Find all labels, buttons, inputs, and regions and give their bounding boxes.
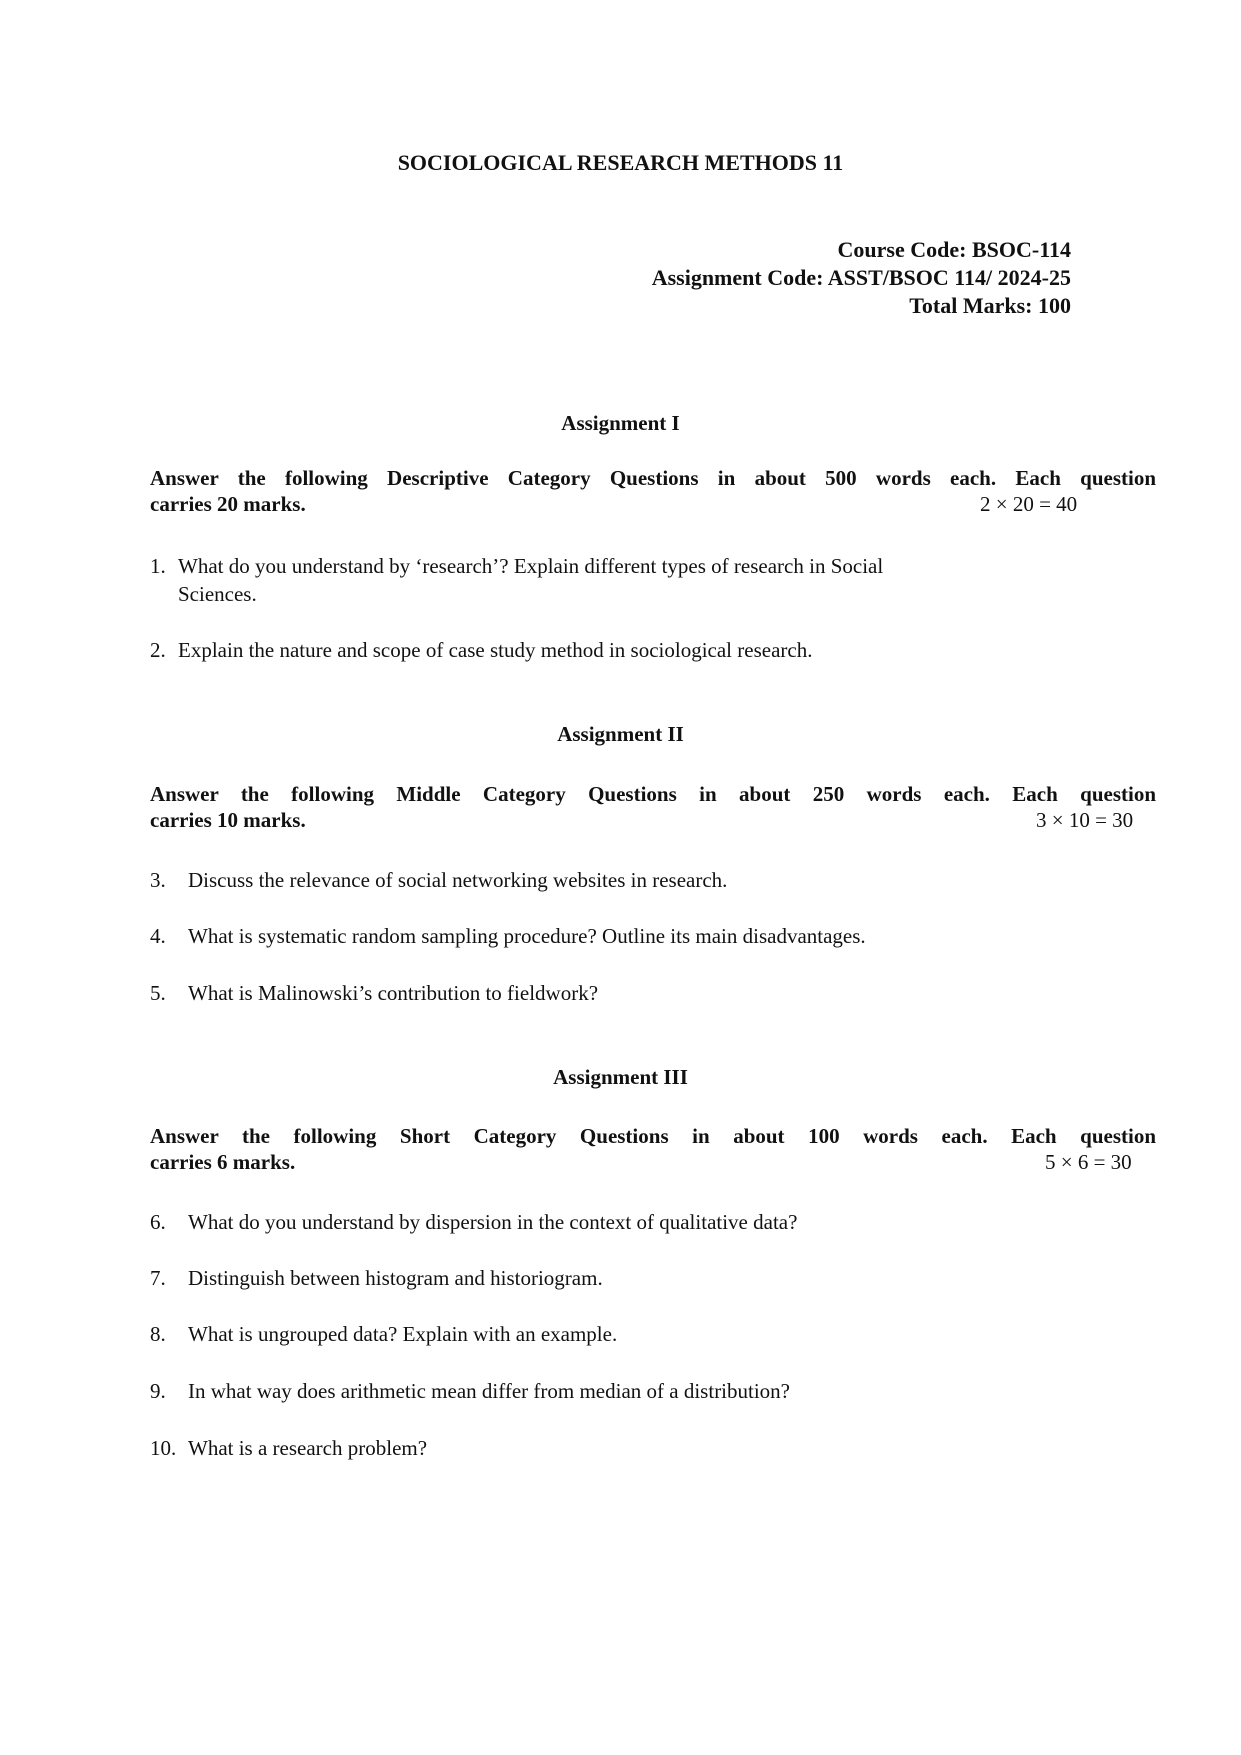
question-text: What do you understand by dispersion in the context of qualitative data? — [188, 1210, 798, 1234]
total-marks: Total Marks: 100 — [909, 293, 1071, 318]
question-text: Explain the nature and scope of case study method in sociological research. — [178, 638, 813, 662]
question-text: In what way does arithmetic mean differ from median of a distribution? — [188, 1379, 791, 1403]
document-title: SOCIOLOGICAL RESEARCH METHODS 11 — [397, 150, 844, 175]
question-item — [150, 1377, 1070, 1405]
question-item — [150, 866, 1070, 894]
question-item — [150, 922, 1070, 950]
section-instruction: Answer the following Middle Category Questions in about 250 words each. Each question — [150, 782, 1156, 806]
question-item — [150, 1264, 1070, 1292]
question-item — [150, 552, 1070, 608]
section-heading: Assignment III — [553, 1065, 688, 1089]
question-number: 7. — [150, 1266, 166, 1290]
section-instruction-marks-line: carries 6 marks. — [150, 1150, 296, 1174]
question-number: 6. — [150, 1210, 166, 1234]
section-instruction: Answer the following Short Category Questions in about 100 words each. Each question — [150, 1124, 1156, 1148]
question-item — [150, 1434, 1070, 1462]
question-number: 4. — [150, 924, 166, 948]
question-number: 8. — [150, 1322, 166, 1346]
section-marks: 5 × 6 = 30 — [1045, 1150, 1132, 1174]
question-number: 3. — [150, 868, 166, 892]
question-number: 10. — [150, 1436, 177, 1460]
section-marks: 3 × 10 = 30 — [1036, 808, 1134, 832]
question-text: What is Malinowski’s contribution to fieldwork? — [188, 981, 599, 1005]
section-marks: 2 × 20 = 40 — [980, 492, 1078, 516]
section-instruction: Answer the following Descriptive Category Questions in about 500 words each. Each question — [150, 466, 1156, 490]
question-text-continued: Sciences. — [178, 582, 257, 606]
course-code: Course Code: BSOC-114 — [837, 237, 1071, 262]
section-heading: Assignment II — [557, 722, 684, 746]
question-text: What is systematic random sampling procedure? Outline its main disadvantages. — [188, 924, 866, 948]
question-text: Discuss the relevance of social networking websites in research. — [188, 868, 728, 892]
question-item — [150, 636, 1070, 664]
question-text: What do you understand by ‘research’? Explain different types of research in Social — [178, 554, 884, 578]
question-number: 9. — [150, 1379, 166, 1403]
question-item — [150, 1208, 1070, 1236]
question-number: 5. — [150, 981, 166, 1005]
question-text: What is ungrouped data? Explain with an example. — [188, 1322, 618, 1346]
question-item — [150, 979, 1070, 1007]
question-number: 1. — [150, 554, 166, 578]
question-number: 2. — [150, 638, 166, 662]
section-instruction-marks-line: carries 20 marks. — [150, 492, 306, 516]
assignment-code: Assignment Code: ASST/BSOC 114/ 2024-25 — [651, 265, 1071, 290]
section-instruction-marks-line: carries 10 marks. — [150, 808, 306, 832]
section-heading: Assignment I — [561, 411, 680, 435]
question-text: What is a research problem? — [188, 1436, 428, 1460]
question-item — [150, 1320, 1070, 1348]
question-text: Distinguish between histogram and historiogram. — [188, 1266, 603, 1290]
